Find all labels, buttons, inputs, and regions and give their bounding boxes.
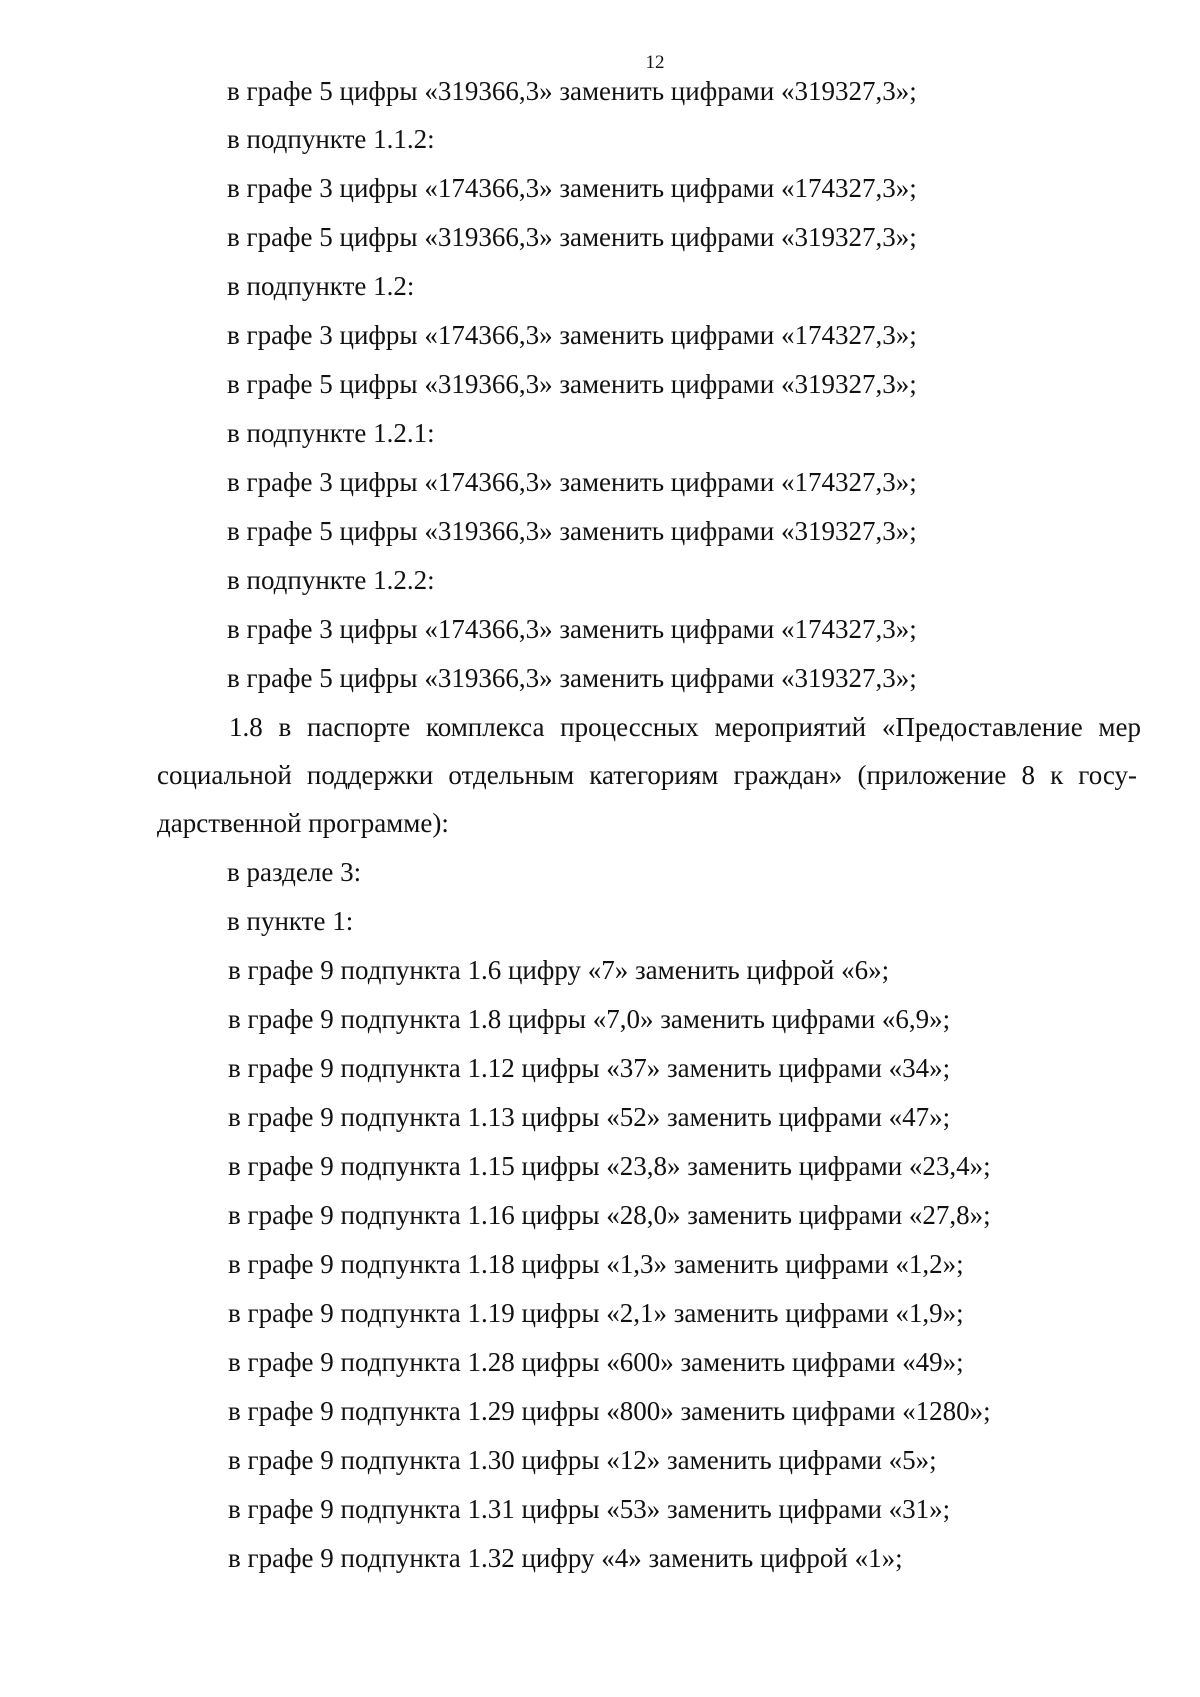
text-line: в графе 9 подпункта 1.29 цифры «800» заменить цифрами «1280»;	[228, 1396, 991, 1426]
text-line: в подпункте 1.1.2:	[227, 124, 435, 154]
text-line: в графе 5 цифры «319366,3» заменить цифрами «319327,3»;	[227, 222, 917, 252]
text-line: в графе 5 цифры «319366,3» заменить цифрами «319327,3»;	[227, 76, 917, 106]
text-line: в графе 9 подпункта 1.32 цифру «4» заменить цифрой «1»;	[228, 1543, 903, 1573]
page-number: 12	[645, 52, 665, 73]
text-line: в графе 9 подпункта 1.16 цифры «28,0» заменить цифрами «27,8»;	[228, 1200, 991, 1230]
text-line: в графе 3 цифры «174366,3» заменить цифрами «174327,3»;	[227, 173, 917, 203]
text-line: в графе 5 цифры «319366,3» заменить цифрами «319327,3»;	[227, 663, 917, 693]
text-line: в подпункте 1.2.1:	[227, 418, 435, 448]
text-line: в графе 3 цифры «174366,3» заменить цифрами «174327,3»;	[227, 320, 917, 350]
text-line: в графе 9 подпункта 1.12 цифры «37» заменить цифрами «34»;	[228, 1053, 951, 1083]
text-line: в подпункте 1.2:	[227, 271, 415, 301]
text-line: в графе 9 подпункта 1.13 цифры «52» заменить цифрами «47»;	[228, 1102, 951, 1132]
text-line: в графе 9 подпункта 1.18 цифры «1,3» заменить цифрами «1,2»;	[228, 1249, 964, 1279]
text-line: в графе 9 подпункта 1.19 цифры «2,1» заменить цифрами «1,9»;	[228, 1298, 964, 1328]
text-line: в графе 5 цифры «319366,3» заменить цифрами «319327,3»;	[227, 369, 917, 399]
paragraph-line: дарственной программе):	[157, 808, 449, 838]
text-line: в графе 9 подпункта 1.30 цифры «12» заменить цифрами «5»;	[228, 1445, 937, 1475]
text-line: в графе 3 цифры «174366,3» заменить цифрами «174327,3»;	[227, 614, 917, 644]
text-line: в графе 9 подпункта 1.6 цифру «7» заменить цифрой «6»;	[228, 955, 890, 985]
text-line: в разделе 3:	[227, 857, 362, 887]
text-line: в графе 9 подпункта 1.28 цифры «600» заменить цифрами «49»;	[228, 1347, 964, 1377]
paragraph-line: социальной поддержки отдельным категориям граждан» (приложение 8 к госу-	[157, 760, 1137, 790]
paragraph-line: 1.8 в паспорте комплекса процессных мероприятий «Предоставление мер	[229, 712, 1141, 742]
text-line: в графе 9 подпункта 1.31 цифры «53» заменить цифрами «31»;	[228, 1494, 951, 1524]
text-line: в подпункте 1.2.2:	[227, 565, 435, 595]
text-line: в графе 3 цифры «174366,3» заменить цифрами «174327,3»;	[227, 467, 917, 497]
text-line: в графе 5 цифры «319366,3» заменить цифрами «319327,3»;	[227, 516, 917, 546]
text-line: в графе 9 подпункта 1.8 цифры «7,0» заменить цифрами «6,9»;	[228, 1004, 951, 1034]
text-line: в пункте 1:	[227, 906, 354, 936]
text-line: в графе 9 подпункта 1.15 цифры «23,8» заменить цифрами «23,4»;	[228, 1151, 991, 1181]
